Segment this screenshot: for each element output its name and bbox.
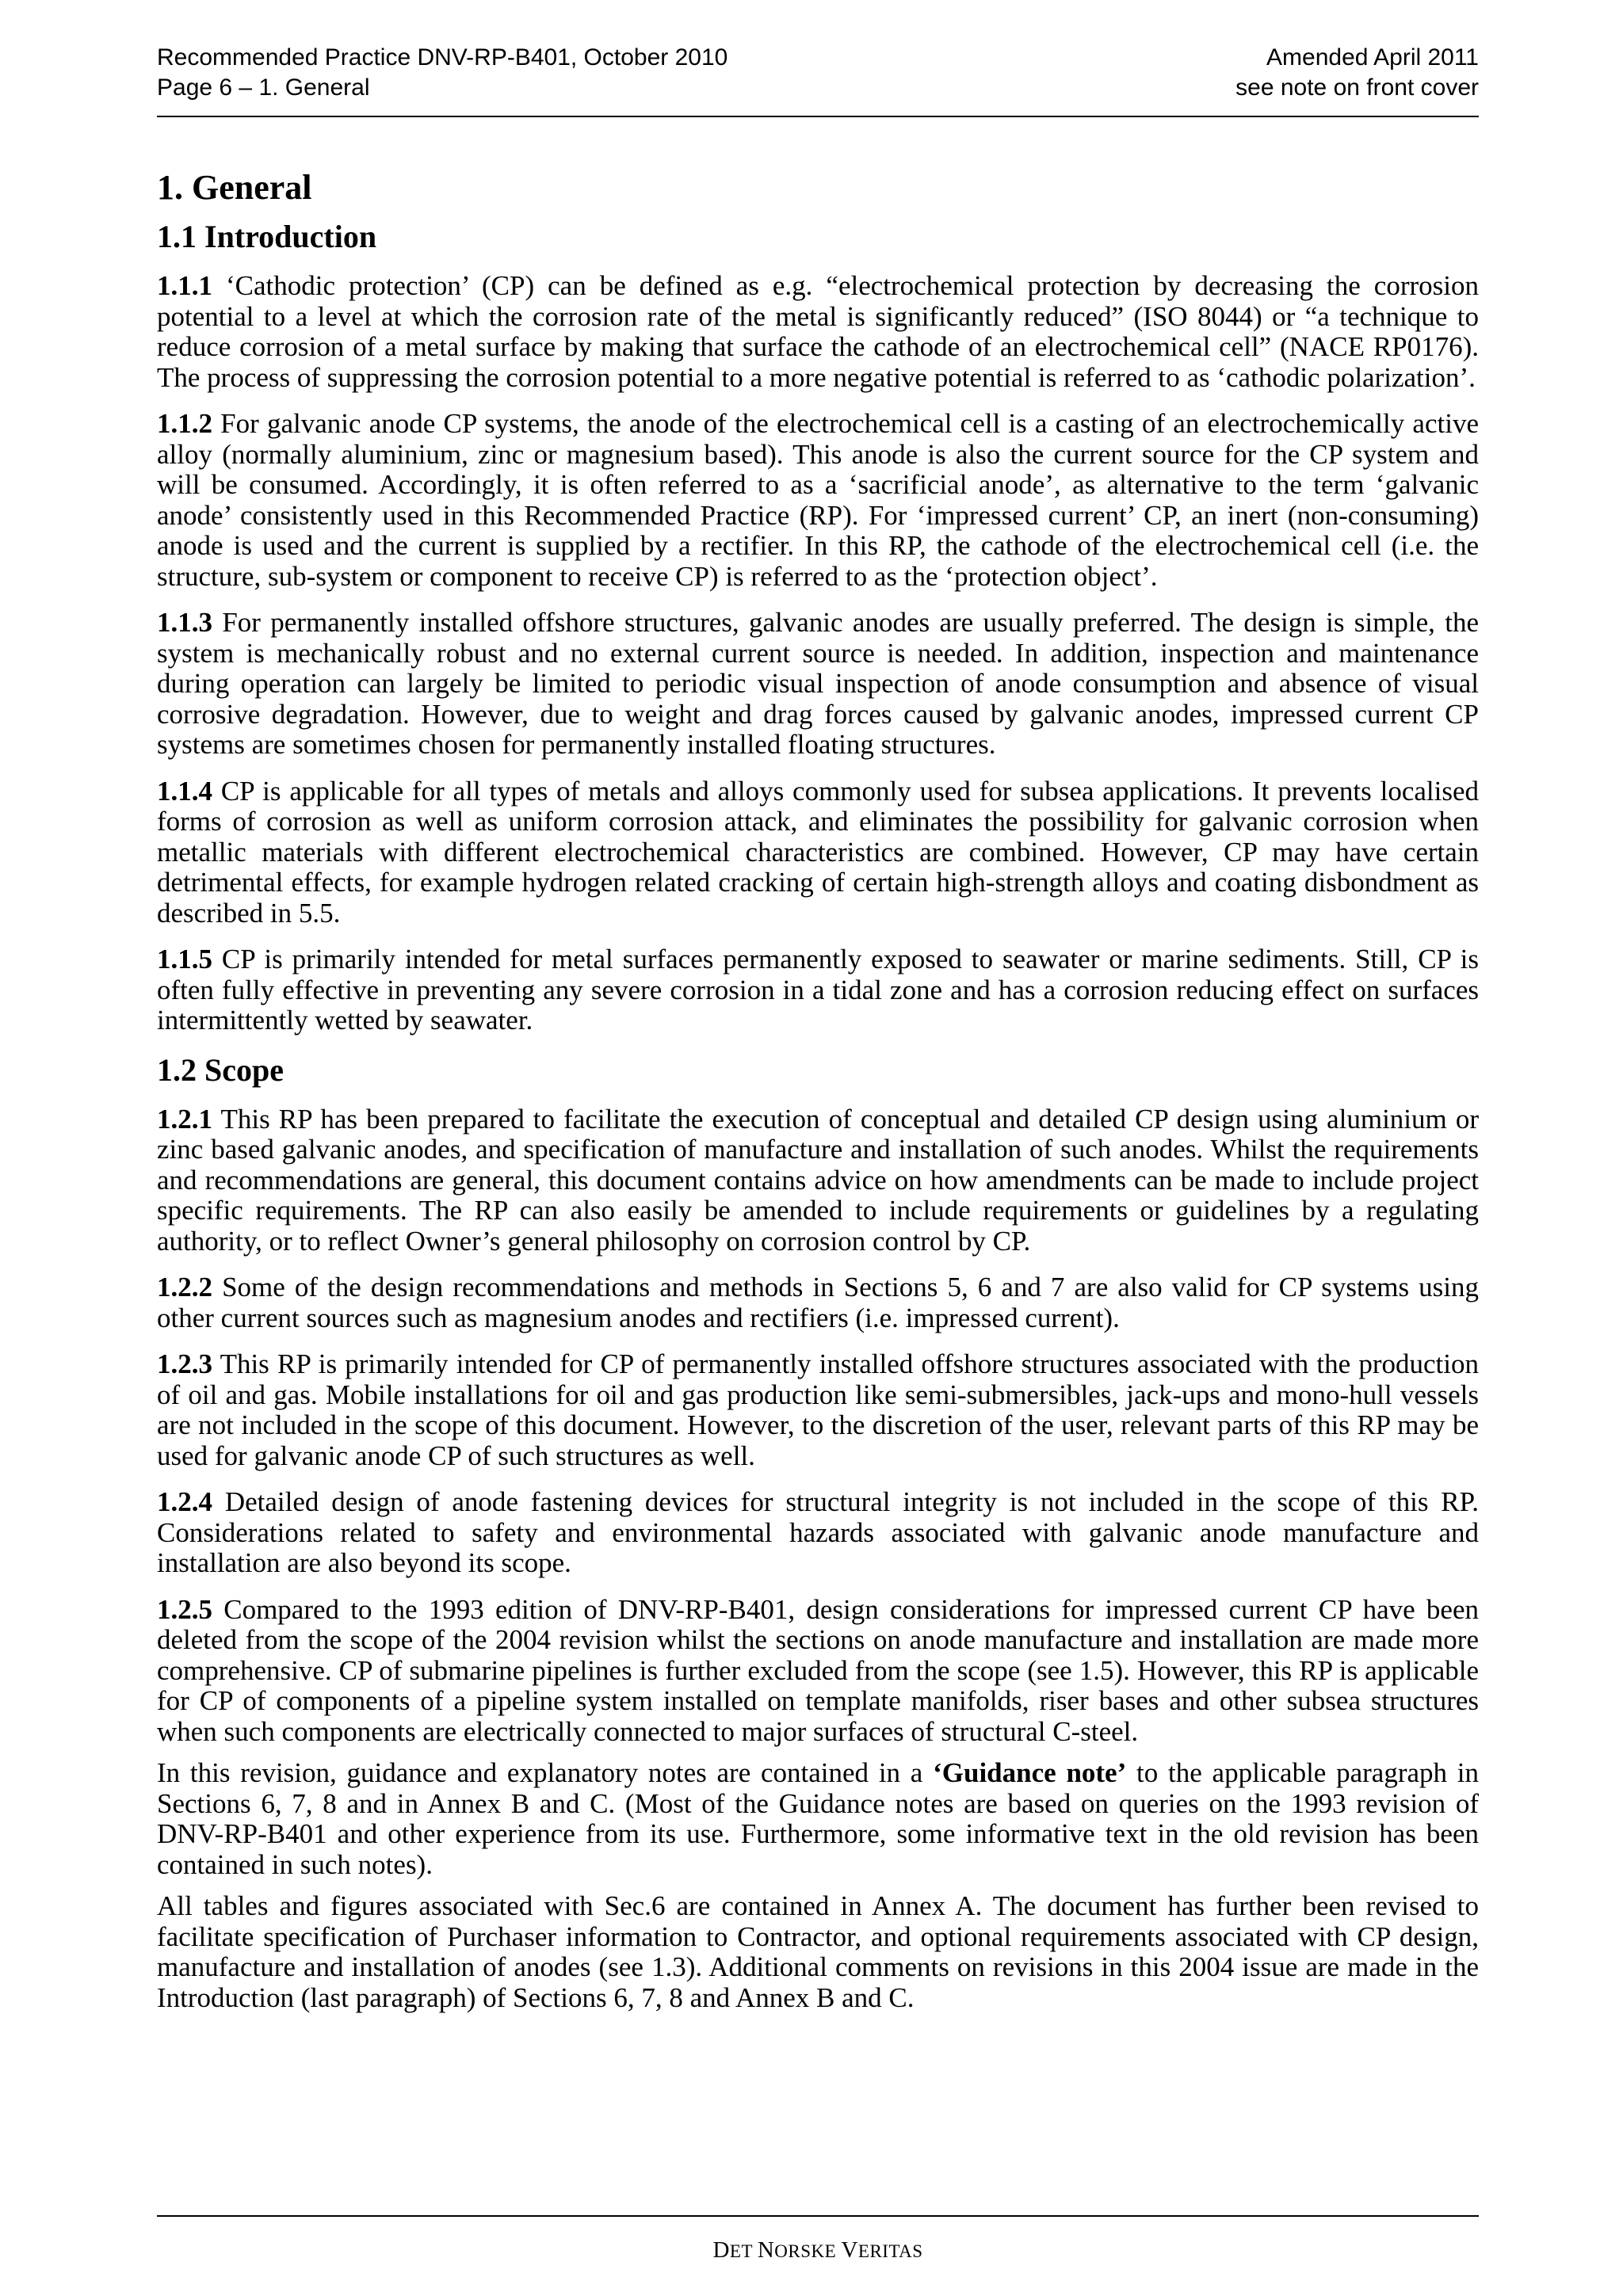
header-note: see note on front cover (1235, 74, 1479, 101)
paragraph-number: 1.2.2 (157, 1272, 212, 1302)
paragraph-text: In this revision, guidance and explanatory notes are contained in a (157, 1757, 934, 1788)
footer-divider (157, 2215, 1479, 2217)
paragraph-1-1-4 (157, 776, 1479, 929)
paragraph-number: 1.1.3 (157, 607, 212, 638)
footer-cap: N (757, 2237, 775, 2263)
header-page-ref: Page 6 – 1. General (157, 74, 370, 101)
paragraph-1-2-5 (157, 1595, 1479, 1748)
paragraph-text: For permanently installed offshore structures, galvanic anodes are usually preferred. The design is simple, the system is mechanically robust and no external current source is needed. In addition, inspection and maintenance during operation can largely be limited to periodic visual inspection of anode consumption and absence of visual corrosive degradation. However, due to weight and drag forces caused by galvanic anodes, impressed current CP systems are sometimes chosen for permanently installed floating structures. (157, 607, 1479, 760)
paragraph-number: 1.2.4 (157, 1486, 212, 1517)
footer-smallcaps: ERITAS (857, 2241, 923, 2261)
paragraph-text: Detailed design of anode fastening devices for structural integrity is not included in the scope of this RP. Considerations related to safety and environmental hazards associated with galvanic anode manufacture and installation are also beyond its scope. (157, 1486, 1479, 1578)
paragraph-number: 1.1.5 (157, 944, 212, 974)
paragraph-guidance-note (157, 1758, 1479, 1880)
paragraph-text: Compared to the 1993 edition of DNV-RP-B401, design considerations for impressed current CP have been deleted from the scope of the 2004 revision whilst the sections on anode manufacture and installation are made more comprehensive. CP of submarine pipelines is further excluded from the scope (see 1.5). However, this RP is applicable for CP of components of a pipeline system installed on template manifolds, riser bases and other subsea structures when such components are electrically connected to major surfaces of structural C-steel. (157, 1593, 1479, 1747)
paragraph-text: CP is primarily intended for metal surfaces permanently exposed to seawater or marine sediments. Still, CP is often fully effective in preventing any severe corrosion in a tidal zone and has a corrosion reducing effect on surfaces intermittently wetted by seawater. (157, 944, 1479, 1035)
header-left (157, 43, 727, 103)
paragraph-text: This RP is primarily intended for CP of permanently installed offshore structures associated with the production of oil and gas. Mobile installations for oil and gas production like semi-submersibles, jack-ups and mono-hull vessels are not included in the scope of this document. However, to the discretion of the user, relevant parts of this RP may be used for galvanic anode CP of such structures as well. (157, 1348, 1479, 1471)
header-doc-id: Recommended Practice DNV-RP-B401, October 2010 (157, 44, 728, 71)
paragraph-number: 1.1.4 (157, 775, 212, 807)
subsection-introduction-title: 1.1 Introduction (157, 219, 377, 254)
footer-cap: V (841, 2237, 858, 2263)
paragraph-1-2-1 (157, 1104, 1479, 1257)
paragraph-1-2-3 (157, 1349, 1479, 1471)
paragraph-1-1-5 (157, 944, 1479, 1036)
subsection-scope-title: 1.2 Scope (157, 1051, 284, 1088)
paragraph-text: CP is applicable for all types of metals and alloys commonly used for subsea applications. It prevents localised forms of corrosion as well as uniform corrosion attack, and eliminates the possibility for galvanic corrosion when metallic materials with different electrochemical characteristics are combined. However, CP may have certain detrimental effects, for example hydrogen related cracking of certain high-strength alloys and coating disbondment as described in 5.5. (157, 775, 1479, 929)
paragraph-number: 1.2.3 (157, 1348, 212, 1379)
paragraph-1-2-2 (157, 1272, 1479, 1333)
paragraph-number: 1.1.2 (157, 408, 212, 439)
header-right (1235, 43, 1479, 103)
paragraph-number: 1.1.1 (157, 270, 212, 301)
paragraph-1-1-2 (157, 409, 1479, 592)
paragraph-number: 1.2.5 (157, 1593, 212, 1625)
header-divider (157, 116, 1479, 117)
main-content (157, 168, 1479, 2029)
footer-cap: D (712, 2237, 730, 2263)
paragraph-text: to the applicable paragraph in Sections 6, 7, 8 and in Annex B and C. (Most of the Guidance notes are based on queries on the 1993 revision of DNV-RP-B401 and other experience from its use. Furthermore, some informative text in the old revision has been contained in such notes). (157, 1757, 1480, 1880)
footer-publisher (157, 2237, 1479, 2264)
guidance-note-term: ‘Guidance note’ (933, 1757, 1127, 1788)
header-amended: Amended April 2011 (1266, 44, 1479, 71)
paragraph-1-1-1 (157, 271, 1479, 393)
footer-smallcaps: ORSKE (774, 2241, 842, 2261)
paragraph-text: ‘Cathodic protection’ (CP) can be defined as e.g. “electrochemical protection by decreasing the corrosion potential to a level at which the corrosion rate of the metal is significantly reduced” (ISO 8044) or “a technique to reduce corrosion of a metal surface by making that surface the cathode of an electrochemical cell” (NACE RP0176). The process of suppressing the corrosion potential to a more negative potential is referred to as ‘cathodic polarization’. (157, 270, 1479, 393)
section-title: 1. General (157, 168, 312, 207)
paragraph-number: 1.2.1 (157, 1103, 212, 1135)
paragraph-text: Some of the design recommendations and methods in Sections 5, 6 and 7 are also valid for CP systems using other current sources such as magnesium anodes and rectifiers (i.e. impressed current). (157, 1272, 1479, 1333)
footer-smallcaps: ET (729, 2241, 758, 2261)
paragraph-text: This RP has been prepared to facilitate the execution of conceptual and detailed CP design using aluminium or zinc based galvanic anodes, and specification of manufacture and installation of such anodes. Whilst the requirements and recommendations are general, this document contains advice on how amendments can be made to include project specific requirements. The RP can also easily be amended to include requirements or guidelines by a regulating authority, or to reflect Owner’s general philosophy on corrosion control by CP. (157, 1103, 1479, 1257)
paragraph-tables-figures: All tables and figures associated with Sec.6 are contained in Annex A. The document has further been revised to facilitate specification of Purchaser information to Contractor, and optional requirements associated with CP design, manufacture and installation of anodes (see 1.3). Additional comments on revisions in this 2004 issue are made in the Introduction (last paragraph) of Sections 6, 7, 8 and Annex B and C. (157, 1890, 1479, 2013)
paragraph-text: For galvanic anode CP systems, the anode of the electrochemical cell is a casting of an electrochemically active alloy (normally aluminium, zinc or magnesium based). This anode is also the current source for the CP system and will be consumed. Accordingly, it is often referred to as a ‘sacrificial anode’, as alternative to the term ‘galvanic anode’ consistently used in this Recommended Practice (RP). For ‘impressed current’ CP, an inert (non-consuming) anode is used and the current is supplied by a rectifier. In this RP, the cathode of the electrochemical cell (i.e. the structure, sub-system or component to receive CP) is referred to as the ‘protection object’. (157, 408, 1479, 592)
paragraph-1-1-3 (157, 608, 1479, 761)
paragraph-1-2-4 (157, 1487, 1479, 1579)
